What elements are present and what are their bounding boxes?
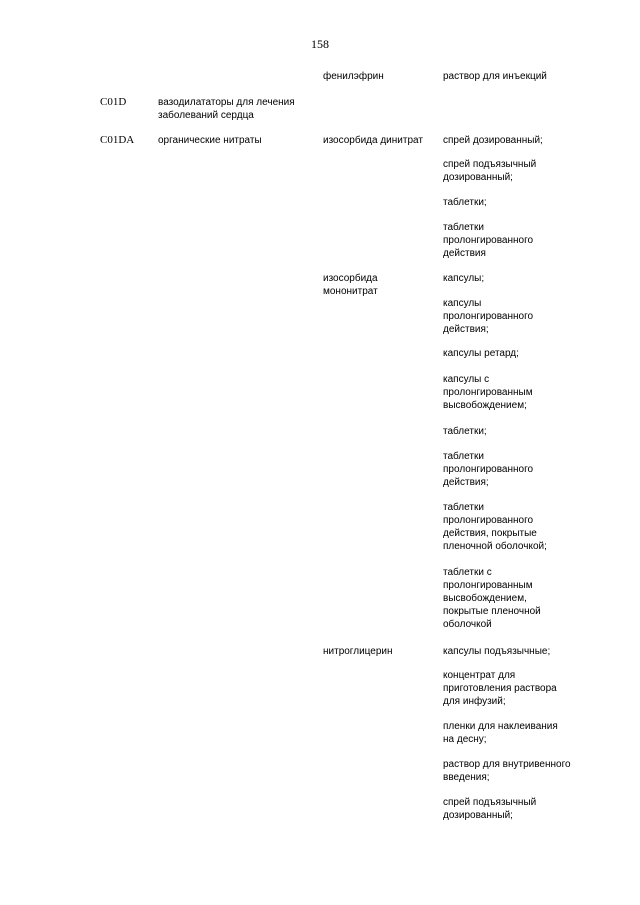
atc-group-name: вазодилататоры для лечения заболеваний сердца: [158, 97, 295, 121]
dosage-form: раствор для инъекций: [443, 71, 547, 82]
dosage-form: раствор для внутривенного введения;: [443, 759, 571, 783]
drug-name: изосорбида динитрат: [323, 135, 423, 146]
dosage-form: таблетки пролонгированного действия: [443, 222, 534, 259]
dosage-form: таблетки с пролонгированным высвобождением, покрытые пленочной оболочкой: [443, 567, 541, 630]
dosage-form: концентрат для приготовления раствора для инфузий;: [443, 670, 557, 707]
dosage-form: капсулы;: [443, 273, 485, 284]
dosage-form: капсулы ретард;: [443, 348, 519, 359]
drug-name: изосорбида мононитрат: [323, 273, 378, 297]
drug-name: фенилэфрин: [323, 71, 384, 82]
dosage-form: пленки для наклеивания на десну;: [443, 721, 558, 745]
atc-code: C01DA: [100, 134, 135, 146]
dosage-form: таблетки пролонгированного действия, покрытые пленочной оболочкой;: [443, 502, 547, 552]
dosage-form: спрей подъязычный дозированный;: [443, 797, 537, 821]
atc-group-name: органические нитраты: [158, 135, 262, 146]
dosage-form: капсулы подъязычные;: [443, 646, 551, 657]
dosage-form: капсулы пролонгированного действия;: [443, 298, 534, 335]
dosage-form: капсулы с пролонгированным высвобождением;: [443, 374, 533, 411]
dosage-form: таблетки;: [443, 197, 487, 208]
atc-code: C01D: [100, 96, 127, 108]
dosage-form: спрей подъязычный дозированный;: [443, 159, 537, 183]
dosage-form: таблетки пролонгированного действия;: [443, 451, 534, 488]
drug-name: нитроглицерин: [323, 646, 393, 657]
dosage-form: таблетки;: [443, 426, 487, 437]
page-number: 158: [311, 37, 329, 51]
dosage-form: спрей дозированный;: [443, 135, 543, 146]
